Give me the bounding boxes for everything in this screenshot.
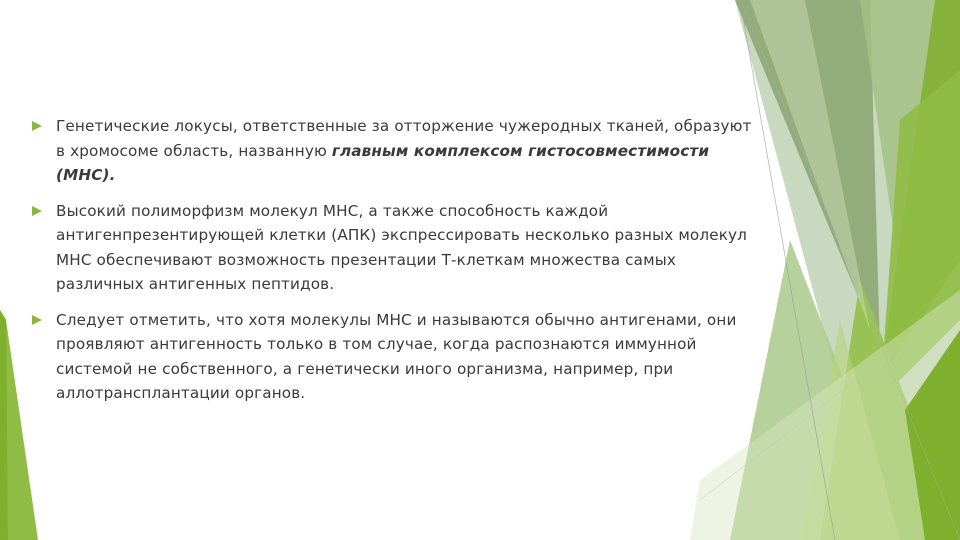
bullet-text-3: Следует отметить, что хотя молекулы МНС и называются обычно антигенами, они проявляют антигенность только в том случае, когда распознаются иммунной системой не собственного, а генетически иного организма, например, при аллотрансплантации органов. bbox=[56, 310, 737, 402]
bullet-text-2: Высокий полиморфизм молекул МНС, а также способность каждой антигенпрезентирующей клетки (АПК) экспрессировать несколько разных молекул МНС обеспечивают возможность презентации Т-клеткам множества самых различных антигенных пептидов. bbox=[56, 201, 748, 293]
bullet-item-2 bbox=[32, 199, 762, 297]
bullet-item-1 bbox=[32, 114, 762, 188]
bullet-item-3 bbox=[32, 308, 762, 406]
bullet-text-1: Генетические локусы, ответственные за отторжение чужеродных тканей, образуют в хромосоме область, названную bbox=[56, 117, 752, 160]
triangle-bullet-icon bbox=[32, 121, 42, 131]
triangle-bullet-icon bbox=[32, 206, 42, 216]
bullet-list bbox=[32, 114, 762, 417]
bullet-emphasis-1: главным комплексом гистосовместимости (МНС). bbox=[56, 141, 710, 184]
triangle-bullet-icon bbox=[32, 315, 42, 325]
